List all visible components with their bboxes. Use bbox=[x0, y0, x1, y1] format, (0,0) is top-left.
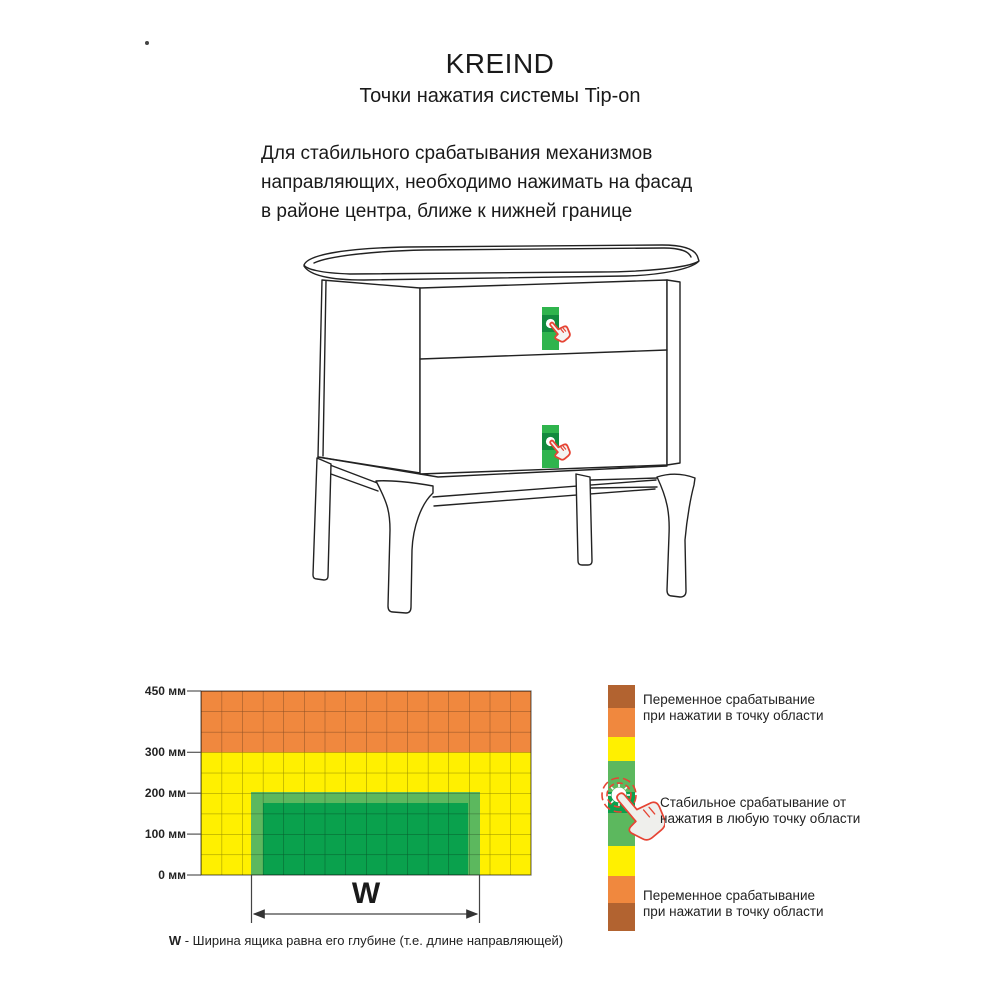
front-rail bbox=[433, 480, 656, 506]
legend-seg-brown-top bbox=[608, 685, 635, 708]
legend-seg-brown-bottom bbox=[608, 903, 635, 931]
legend-seg-orange-bottom bbox=[608, 876, 635, 903]
press-zone-grid bbox=[140, 676, 610, 968]
back-right-leg bbox=[576, 474, 592, 565]
axis-label-450: 450 мм bbox=[144, 684, 186, 698]
legend-item-1-line-2: при нажатии в точку области bbox=[643, 707, 824, 723]
intro-line-3: в районе центра, ближе к нижней границе bbox=[261, 201, 633, 222]
side-panel bbox=[318, 280, 420, 473]
intro-line-1: Для стабильного срабатывания механизмов bbox=[261, 143, 653, 164]
legs-and-apron bbox=[313, 458, 695, 613]
legend-seg-orange-top bbox=[608, 708, 635, 737]
brand-title: KREIND bbox=[445, 48, 555, 79]
press-zone-diagram bbox=[140, 676, 610, 968]
cabinet-body bbox=[318, 280, 680, 477]
axis-label-200: 200 мм bbox=[144, 786, 186, 800]
legend-press-icon bbox=[589, 768, 665, 846]
legend-item-1-line-1: Переменное срабатывание bbox=[643, 692, 816, 707]
axis-label-300: 300 мм bbox=[144, 745, 186, 759]
legend-seg-yellow-top bbox=[608, 737, 635, 761]
axis-label-0: 0 мм bbox=[158, 868, 186, 882]
legend-item-stable bbox=[660, 795, 860, 826]
intro-paragraph bbox=[261, 139, 781, 226]
legend-item-3-line-1: Переменное срабатывание bbox=[643, 888, 816, 903]
right-stile bbox=[667, 280, 680, 465]
legend bbox=[595, 676, 995, 956]
diagram-caption bbox=[140, 933, 592, 948]
legend-item-variable-top bbox=[643, 692, 824, 723]
caption-symbol: W bbox=[168, 933, 182, 948]
axis-ticks bbox=[187, 691, 201, 875]
legend-item-variable-bottom bbox=[643, 888, 824, 919]
front-right-leg bbox=[657, 474, 695, 597]
front-left-leg bbox=[376, 481, 433, 613]
legend-item-2-line-1: Стабильное срабатывание от bbox=[660, 795, 847, 810]
zone-rects bbox=[201, 691, 531, 875]
axis-label-100: 100 мм bbox=[144, 827, 186, 841]
side-rail bbox=[330, 465, 380, 491]
nightstand-illustration bbox=[290, 235, 710, 630]
caption-text: - Ширина ящика равна его глубине (т.е. длине направляющей) bbox=[181, 933, 564, 948]
legend-item-3-line-2: при нажатии в точку области bbox=[643, 903, 824, 919]
grid-lines bbox=[201, 691, 531, 875]
corner-mark bbox=[145, 41, 149, 45]
tabletop bbox=[304, 245, 699, 280]
legend-item-2-line-2: нажатия в любую точку области bbox=[660, 810, 861, 826]
width-symbol: W bbox=[351, 877, 381, 910]
back-left-leg bbox=[313, 458, 331, 580]
legend-seg-yellow-bottom bbox=[608, 846, 635, 876]
intro-line-2: направляющих, необходимо нажимать на фасад bbox=[261, 172, 693, 193]
page-subtitle: Точки нажатия системы Tip-on bbox=[359, 85, 641, 107]
